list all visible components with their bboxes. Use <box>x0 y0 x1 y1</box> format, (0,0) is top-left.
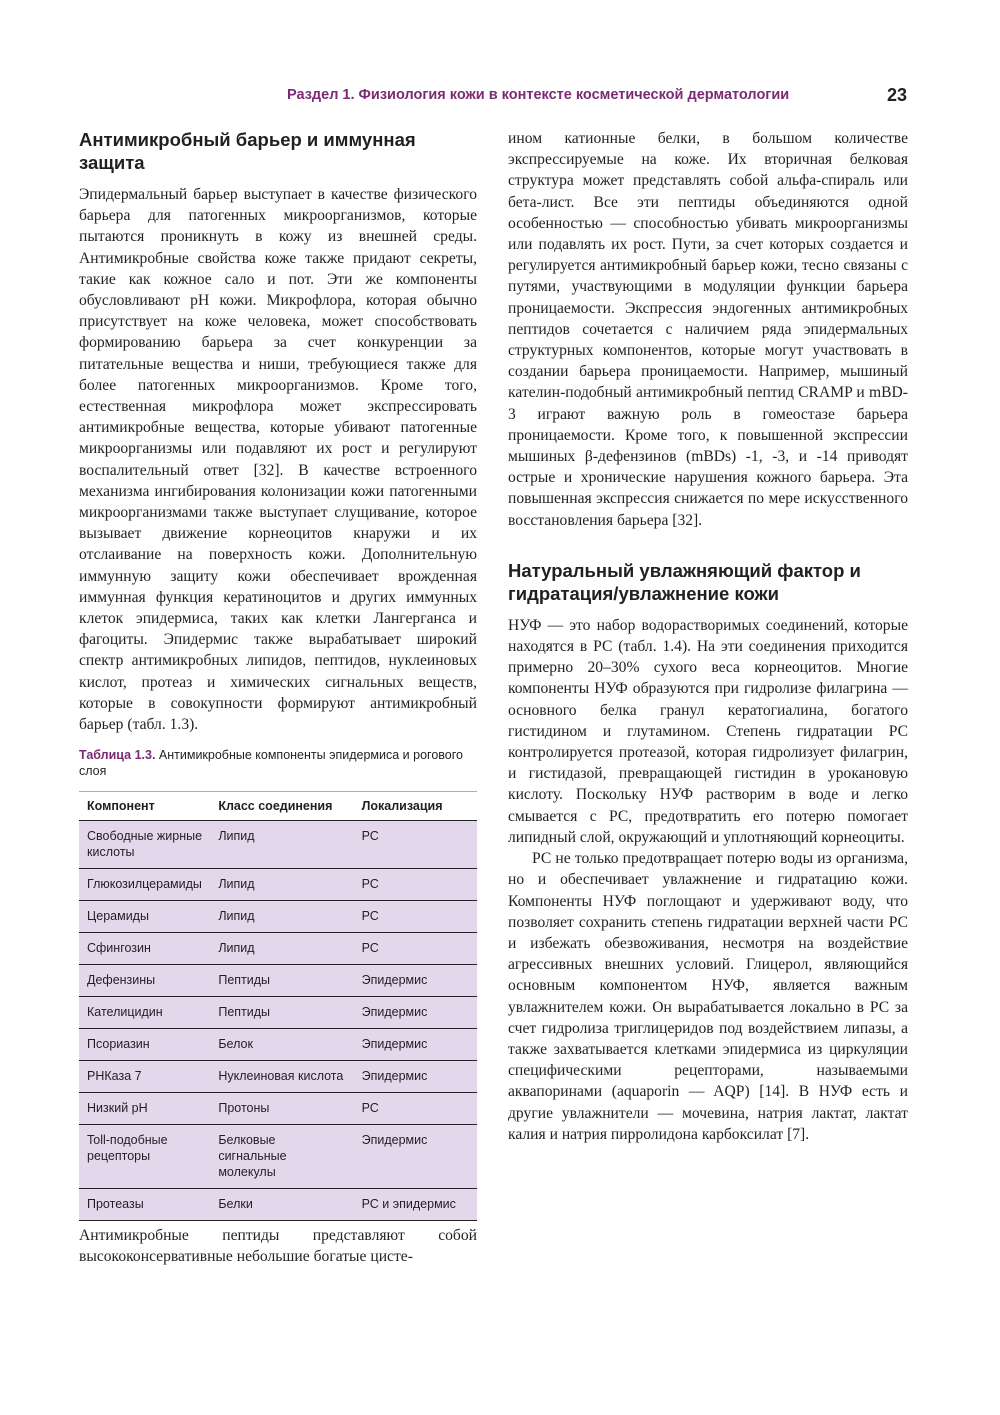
table-cell: Липид <box>210 901 353 933</box>
table-cell: Эпидермис <box>354 1029 477 1061</box>
table-cell: Эпидермис <box>354 1061 477 1093</box>
table-header-row <box>79 792 477 821</box>
table-cell: Липид <box>210 933 353 965</box>
section-heading-nmf: Натуральный увлажняющий фактор и гидратация/увлажнение кожи <box>508 559 861 604</box>
table-cell: РС <box>354 1093 477 1125</box>
table-cell: Эпидермис <box>354 1125 477 1189</box>
table-cell: Эпидермис <box>354 997 477 1029</box>
body-paragraph: РС не только предотвращает потерю воды из организма, но и обеспечивает увлажнение и гидратацию кожи. Компоненты НУФ поглощают и удерживают воду, что позволяет сохранить степень гидратации верхней части РС и избежать обезвоживания, несмотря на воздействие агрессивных внешних условий. Глицерол, являющийся основным компонентом НУФ, является важным увлажнителем кожи. Он вырабатывается локально в РС за счет гидролиза триглицеридов под воздействием липазы, а также захватывается клетками эпидермиса из циркуляции специфическими рецепторами, называемыми аквапоринами (aquaporin — AQP) [14]. В НУФ есть и другие увлажнители — мочевина, натрия лактат, лактат калия и натрия пирролидона карбоксилат [7]. <box>508 850 908 1143</box>
table-row <box>79 821 477 869</box>
table-cell: Эпидермис <box>354 965 477 997</box>
left-column <box>79 128 477 1268</box>
table-caption-label: Таблица 1.3. <box>79 748 156 763</box>
table-cell: Свободные жирные кислоты <box>79 821 210 869</box>
table-row <box>79 997 477 1029</box>
right-column <box>508 128 908 1145</box>
table-row <box>79 1061 477 1093</box>
table-row <box>79 933 477 965</box>
table-row <box>79 1125 477 1189</box>
table-cell: РС <box>354 869 477 901</box>
table-row <box>79 869 477 901</box>
body-paragraph: Эпидермальный барьер выступает в качестве физического барьера для патогенных микроорганизмов, которые пытаются проникнуть в кожу из внешней среды. Антимикробные свойства коже также придают секреты, такие как кожное сало и пот. Эти же компоненты обусловливают pH кожи. Микрофлора, которая обычно присутствует на коже человека, может способствовать формированию барьера за счет конкуренции за питательные вещества и ниши, требующиеся также для более патогенных микроорганизмов. Кроме того, естественная микрофлора может экспрессировать антимикробные вещества, которые убивают патогенные микроорганизмы или подавляют их рост и регулируют воспалительный ответ [32]. В качестве встроенного механизма ингибирования колонизации кожи патогенными микроорганизмами также выступает слущивание, которое вызывает движение корнеоцитов кнаружи и их отслаивание на поверхность кожи. Дополнительную иммунную защиту кожи обеспечивает врожденная иммунная функция кератиноцитов и других иммунных клеток эпидермиса, таких как клетки Лангерганса и фагоциты. Эпидермис также вырабатывает широкий спектр антимикробных липидов, пептидов, нуклеиновых кислот, протеаз и химических сигнальных веществ, которые в совокупности формируют антимикробный барьер (табл. 1.3). <box>79 186 477 734</box>
table-cell: Белковые сигнальные молекулы <box>210 1125 353 1189</box>
page-number: 23 <box>886 85 907 105</box>
body-paragraph: ином катионные белки, в большом количестве экспрессируемые на коже. Их вторичная белковая структура может представлять собой альфа-спираль или бета-лист. Все эти пептиды объединяются одной особенностью — способностью убивать микроорганизмы или подавлять их рост. Пути, за счет которых создается и регулируется антимикробный барьер кожи, тесно связаны с путями, участвующими в модуляции функции барьера проницаемости. Экспрессия эндогенных антимикробных пептидов сочетается с наличием ряда эпидермальных структурных компонентов, которые могут участвовать в создании барьера проницаемости. Например, мышиный кателин-подобный антимикробный пептид CRAMP и mBD-3 играют важную роль в гомеостазе барьера проницаемости. Кроме того, к повышенной экспрессии мышиных β-дефензинов (mBDs) -1, -3, и -14 приводят острые и хронические нарушения кожного барьера. Эта повышенная экспрессия снижается по мере искусственного восстановления барьера [32]. <box>508 130 908 529</box>
table-row <box>79 1093 477 1125</box>
table-caption <box>79 747 477 779</box>
table-row <box>79 965 477 997</box>
table-cell: Глюкозилцерамиды <box>79 869 210 901</box>
table-cell: РС <box>354 901 477 933</box>
table-cell: Нуклеиновая кислота <box>210 1061 353 1093</box>
table-cell: Белок <box>210 1029 353 1061</box>
column-header: Локализация <box>354 792 477 821</box>
table-cell: РС <box>354 821 477 869</box>
table-cell: Пептиды <box>210 965 353 997</box>
table-cell: Пептиды <box>210 997 353 1029</box>
table-cell: Церамиды <box>79 901 210 933</box>
table-cell: Кателицидин <box>79 997 210 1029</box>
table-cell: Липид <box>210 869 353 901</box>
table-cell: РНКаза 7 <box>79 1061 210 1093</box>
table-cell: Дефензины <box>79 965 210 997</box>
column-header: Компонент <box>79 792 210 821</box>
table-cell: РС <box>354 933 477 965</box>
table-row <box>79 1029 477 1061</box>
table-cell: Протоны <box>210 1093 353 1125</box>
table-cell: Сфингозин <box>79 933 210 965</box>
table-body <box>79 821 477 1221</box>
table-cell: Toll-подобные рецепторы <box>79 1125 210 1189</box>
table-cell: Белки <box>210 1189 353 1221</box>
section-heading-antimicrobial: Антимикробный барьер и иммунная защита <box>79 129 416 173</box>
table-row <box>79 901 477 933</box>
table-cell: Низкий pH <box>79 1093 210 1125</box>
body-paragraph: Антимикробные пептиды представляют собой высококонсервативные небольшие богатые цисте- <box>79 1227 477 1266</box>
antimicrobial-components-table <box>79 791 477 1221</box>
table-cell: Протеазы <box>79 1189 210 1221</box>
table-cell: РС и эпидермис <box>354 1189 477 1221</box>
running-header-title: Раздел 1. Физиология кожи в контексте косметической дерматологии <box>287 87 790 103</box>
table-cell: Псориазин <box>79 1029 210 1061</box>
table-row <box>79 1189 477 1221</box>
running-header <box>287 87 907 109</box>
body-paragraph: НУФ — это набор водорастворимых соединений, которые находятся в РС (табл. 1.4). На эти соединения приходится примерно 20–30% сухого веса корнеоцитов. Многие компоненты НУФ образуются при гидролизе филагрина — основного белка гранул кератогиалина, богатого гистидином и глутамином. Степень гидратации РС контролируется протеазой, которая гидролизует филагрин, и гистидазой, превращающей гистидин в урокановую кислоту. Поскольку НУФ растворим в воде и легко смывается с РС, предотвратить его потерю помогает липидный слой, окружающий и уплотняющий корнеоциты. <box>508 616 908 846</box>
table-cell: Липид <box>210 821 353 869</box>
table-caption-text: Антимикробные компоненты эпидермиса и рогового слоя <box>79 748 463 779</box>
column-header: Класс соединения <box>210 792 353 821</box>
